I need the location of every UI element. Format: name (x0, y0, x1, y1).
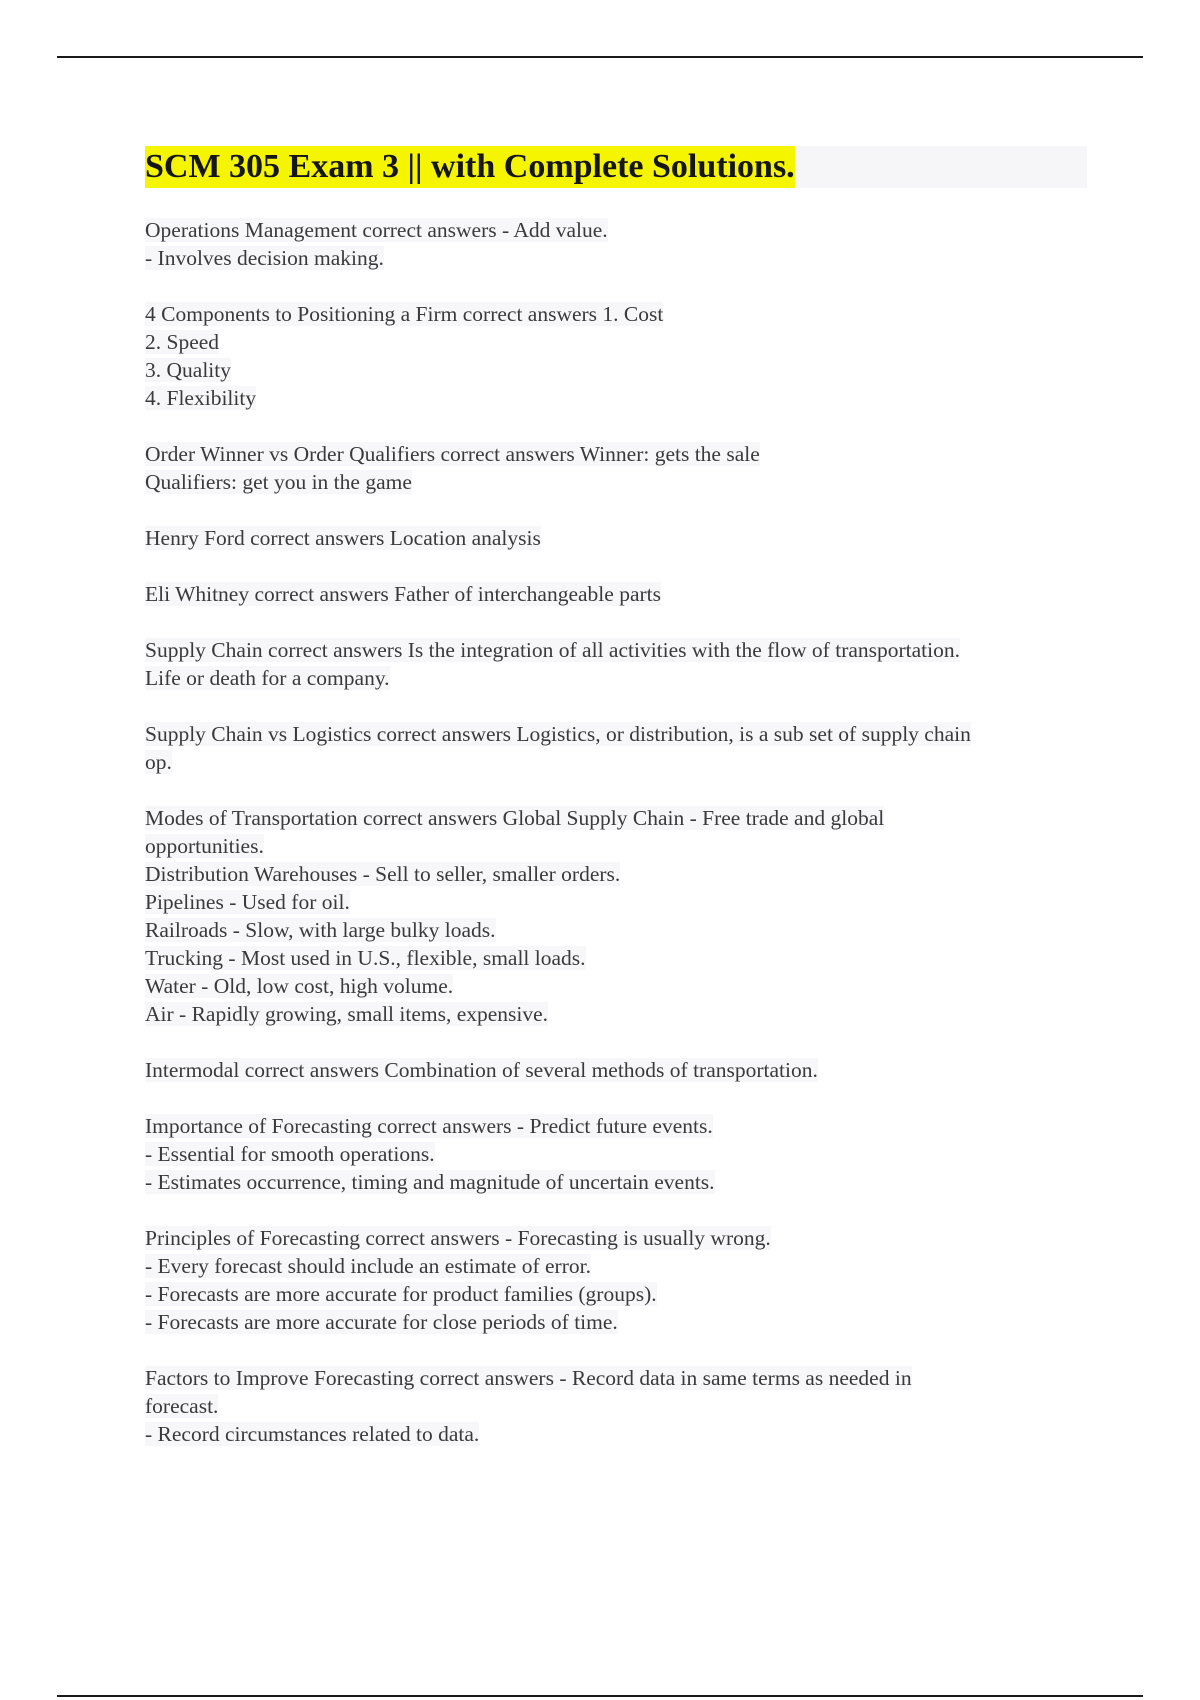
qa-entry (145, 524, 1085, 552)
entry-line: Importance of Forecasting correct answers - Predict future events. (145, 1114, 713, 1138)
entry-line: Water - Old, low cost, high volume. (145, 974, 454, 998)
entry-line: Intermodal correct answers Combination of several methods of transportation. (145, 1058, 818, 1082)
qa-entry (145, 1112, 1085, 1196)
entry-line: opportunities. (145, 834, 264, 858)
qa-entry (145, 580, 1085, 608)
top-rule (57, 56, 1143, 58)
entry-line: Qualifiers: get you in the game (145, 470, 412, 494)
qa-entry (145, 216, 1085, 272)
entry-line: 2. Speed (145, 330, 220, 354)
qa-entry (145, 440, 1085, 496)
qa-entry (145, 1364, 1085, 1448)
qa-entry (145, 720, 1085, 776)
entry-line: Trucking - Most used in U.S., flexible, small loads. (145, 946, 586, 970)
entry-line: Supply Chain correct answers Is the integration of all activities with the flow of transportation. (145, 638, 961, 662)
qa-entry (145, 1056, 1085, 1084)
entry-line: Operations Management correct answers - Add value. (145, 218, 608, 242)
entry-line: 4 Components to Positioning a Firm correct answers 1. Cost (145, 302, 664, 326)
entry-line: - Every forecast should include an estimate of error. (145, 1254, 591, 1278)
bottom-rule (57, 1695, 1143, 1697)
entry-line: - Involves decision making. (145, 246, 384, 270)
entry-line: - Estimates occurrence, timing and magnitude of uncertain events. (145, 1170, 715, 1194)
entry-line: Pipelines - Used for oil. (145, 890, 350, 914)
entry-line: Distribution Warehouses - Sell to seller, smaller orders. (145, 862, 621, 886)
entry-line: 4. Flexibility (145, 386, 257, 410)
entry-line: - Forecasts are more accurate for close periods of time. (145, 1310, 618, 1334)
entry-line: Principles of Forecasting correct answers - Forecasting is usually wrong. (145, 1226, 771, 1250)
entry-line: Factors to Improve Forecasting correct answers - Record data in same terms as needed in (145, 1366, 912, 1390)
entry-line: Life or death for a company. (145, 666, 390, 690)
qa-entry (145, 636, 1085, 692)
qa-entry (145, 804, 1085, 1028)
entry-line: 3. Quality (145, 358, 231, 382)
entry-line: - Essential for smooth operations. (145, 1142, 435, 1166)
entry-line: op. (145, 750, 172, 774)
entry-line: Order Winner vs Order Qualifiers correct answers Winner: gets the sale (145, 442, 760, 466)
entry-line: Modes of Transportation correct answers Global Supply Chain - Free trade and global (145, 806, 885, 830)
entry-line: forecast. (145, 1394, 219, 1418)
qa-entry (145, 300, 1085, 412)
qa-entry (145, 1224, 1085, 1336)
entry-line: Eli Whitney correct answers Father of interchangeable parts (145, 582, 661, 606)
document-title: SCM 305 Exam 3 || with Complete Solutions. (145, 146, 795, 188)
entry-line: - Record circumstances related to data. (145, 1422, 480, 1446)
entry-line: Supply Chain vs Logistics correct answers Logistics, or distribution, is a sub set of supply chain (145, 722, 971, 746)
document-body (145, 216, 1085, 1476)
entry-line: Air - Rapidly growing, small items, expensive. (145, 1002, 549, 1026)
entry-line: Henry Ford correct answers Location analysis (145, 526, 541, 550)
entry-line: - Forecasts are more accurate for product families (groups). (145, 1282, 657, 1306)
entry-line: Railroads - Slow, with large bulky loads. (145, 918, 496, 942)
